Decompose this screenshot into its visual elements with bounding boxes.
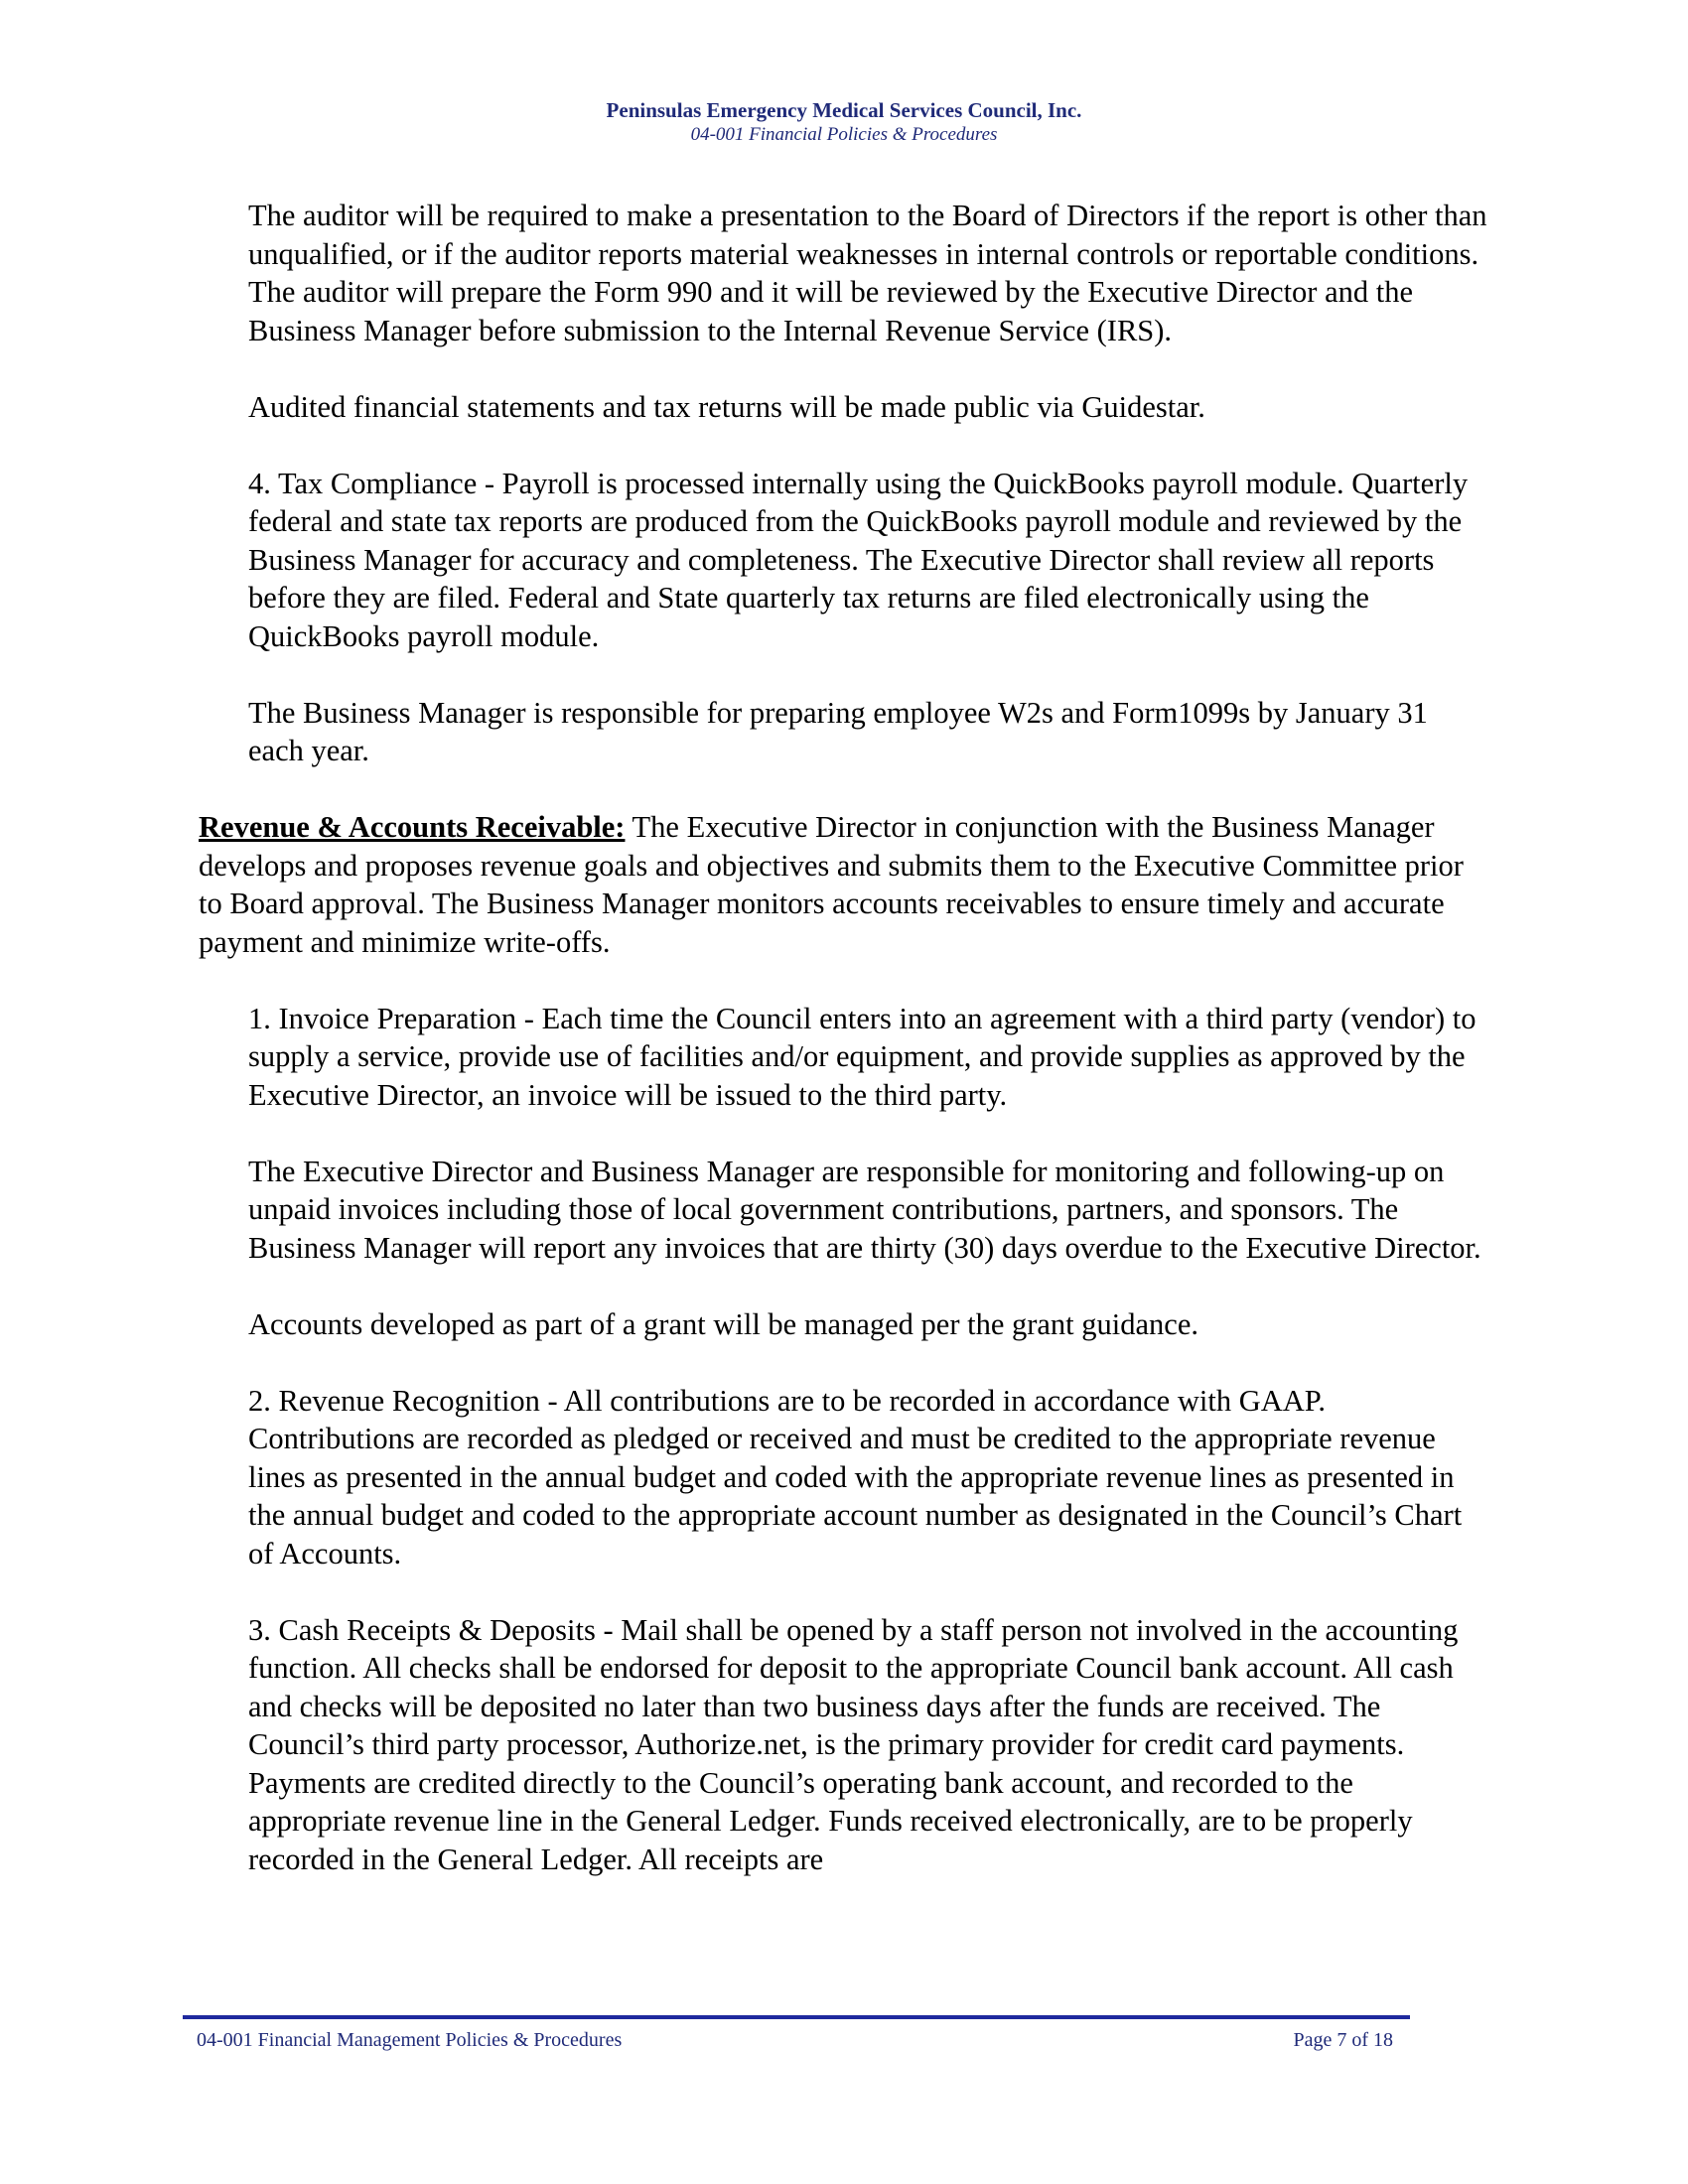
paragraph-tax-compliance: 4. Tax Compliance - Payroll is processed internally using the QuickBooks payroll module. Quarterly federal and state tax reports are produced from the QuickBooks payroll module and reviewed by the Business Manager for accuracy and completeness. The Executive Director shall review all reports before they are filed. Federal and State quarterly tax returns are filed electronically using the QuickBooks payroll module. bbox=[248, 466, 1469, 653]
revenue-section bbox=[199, 808, 1489, 961]
page-number: Page 7 of 18 bbox=[1293, 2029, 1393, 2051]
footer-divider bbox=[183, 2015, 1410, 2019]
page-footer bbox=[197, 2029, 1393, 2052]
paragraph-w2s: The Business Manager is responsible for preparing employee W2s and Form1099s by January 31 each year. bbox=[248, 695, 1428, 767]
organization-name: Peninsulas Emergency Medical Services Council, Inc. bbox=[606, 98, 1082, 122]
paragraph-guidestar: Audited financial statements and tax returns will be made public via Guidestar. bbox=[248, 389, 1205, 424]
paragraph-invoice-preparation: 1. Invoice Preparation - Each time the Council enters into an agreement with a third party (vendor) to supply a service, provide use of facilities and/or equipment, and provide supplies as approved by the Executive Director, an invoice will be issued to the third party. bbox=[248, 1001, 1477, 1112]
revenue-intro-text: The Executive Director in conjunction with the Business Manager develops and proposes revenue goals and objectives and submits them to the Executive Committee prior to Board approval. The Business Manager monitors accounts receivables to ensure timely and accurate payment and minimize write-offs. bbox=[199, 810, 1464, 959]
document-title: 04-001 Financial Policies & Procedures bbox=[690, 124, 998, 145]
section-heading-revenue: Revenue & Accounts Receivable: bbox=[199, 810, 626, 844]
paragraph-auditor-presentation: The auditor will be required to make a presentation to the Board of Directors if the report is other than unqualified, or if the auditor reports material weaknesses in internal controls or reportable conditions. bbox=[248, 199, 1487, 271]
paragraph-revenue-recognition: 2. Revenue Recognition - All contributions are to be recorded in accordance with GAAP. Contributions are recorded as pledged or received and must be credited to the appropriate revenue lines as presented in the annual budget and coded with the appropriate revenue lines as presented in the annual budget and coded to the appropriate account number as designated in the Council’s Chart of Accounts. bbox=[248, 1383, 1463, 1570]
document-body bbox=[199, 197, 1489, 1917]
page-header bbox=[0, 97, 1688, 147]
paragraph-grant-accounts: Accounts developed as part of a grant will be managed per the grant guidance. bbox=[248, 1306, 1198, 1341]
paragraph-unpaid-invoices: The Executive Director and Business Manager are responsible for monitoring and following-up on unpaid invoices including those of local government contributions, partners, and sponsors. The Business Manager will report any invoices that are thirty (30) days overdue to the Executive Director. bbox=[248, 1154, 1481, 1265]
paragraph-cash-receipts: 3. Cash Receipts & Deposits - Mail shall be opened by a staff person not involved in the accounting function. All checks shall be endorsed for deposit to the appropriate Council bank account. All cash and checks will be deposited no later than two business days after the funds are received. The Council’s third party processor, Authorize.net, is the primary provider for credit card payments. Payments are credited directly to the Council’s operating bank account, and recorded to the appropriate revenue line in the General Ledger. Funds received electronically, are to be properly recorded in the General Ledger. All receipts are bbox=[248, 1612, 1459, 1876]
paragraph-form-990: The auditor will prepare the Form 990 and it will be reviewed by the Executive Director and the Business Manager before submission to the Internal Revenue Service (IRS). bbox=[248, 275, 1414, 347]
footer-document-name: 04-001 Financial Management Policies & Procedures bbox=[197, 2029, 623, 2051]
